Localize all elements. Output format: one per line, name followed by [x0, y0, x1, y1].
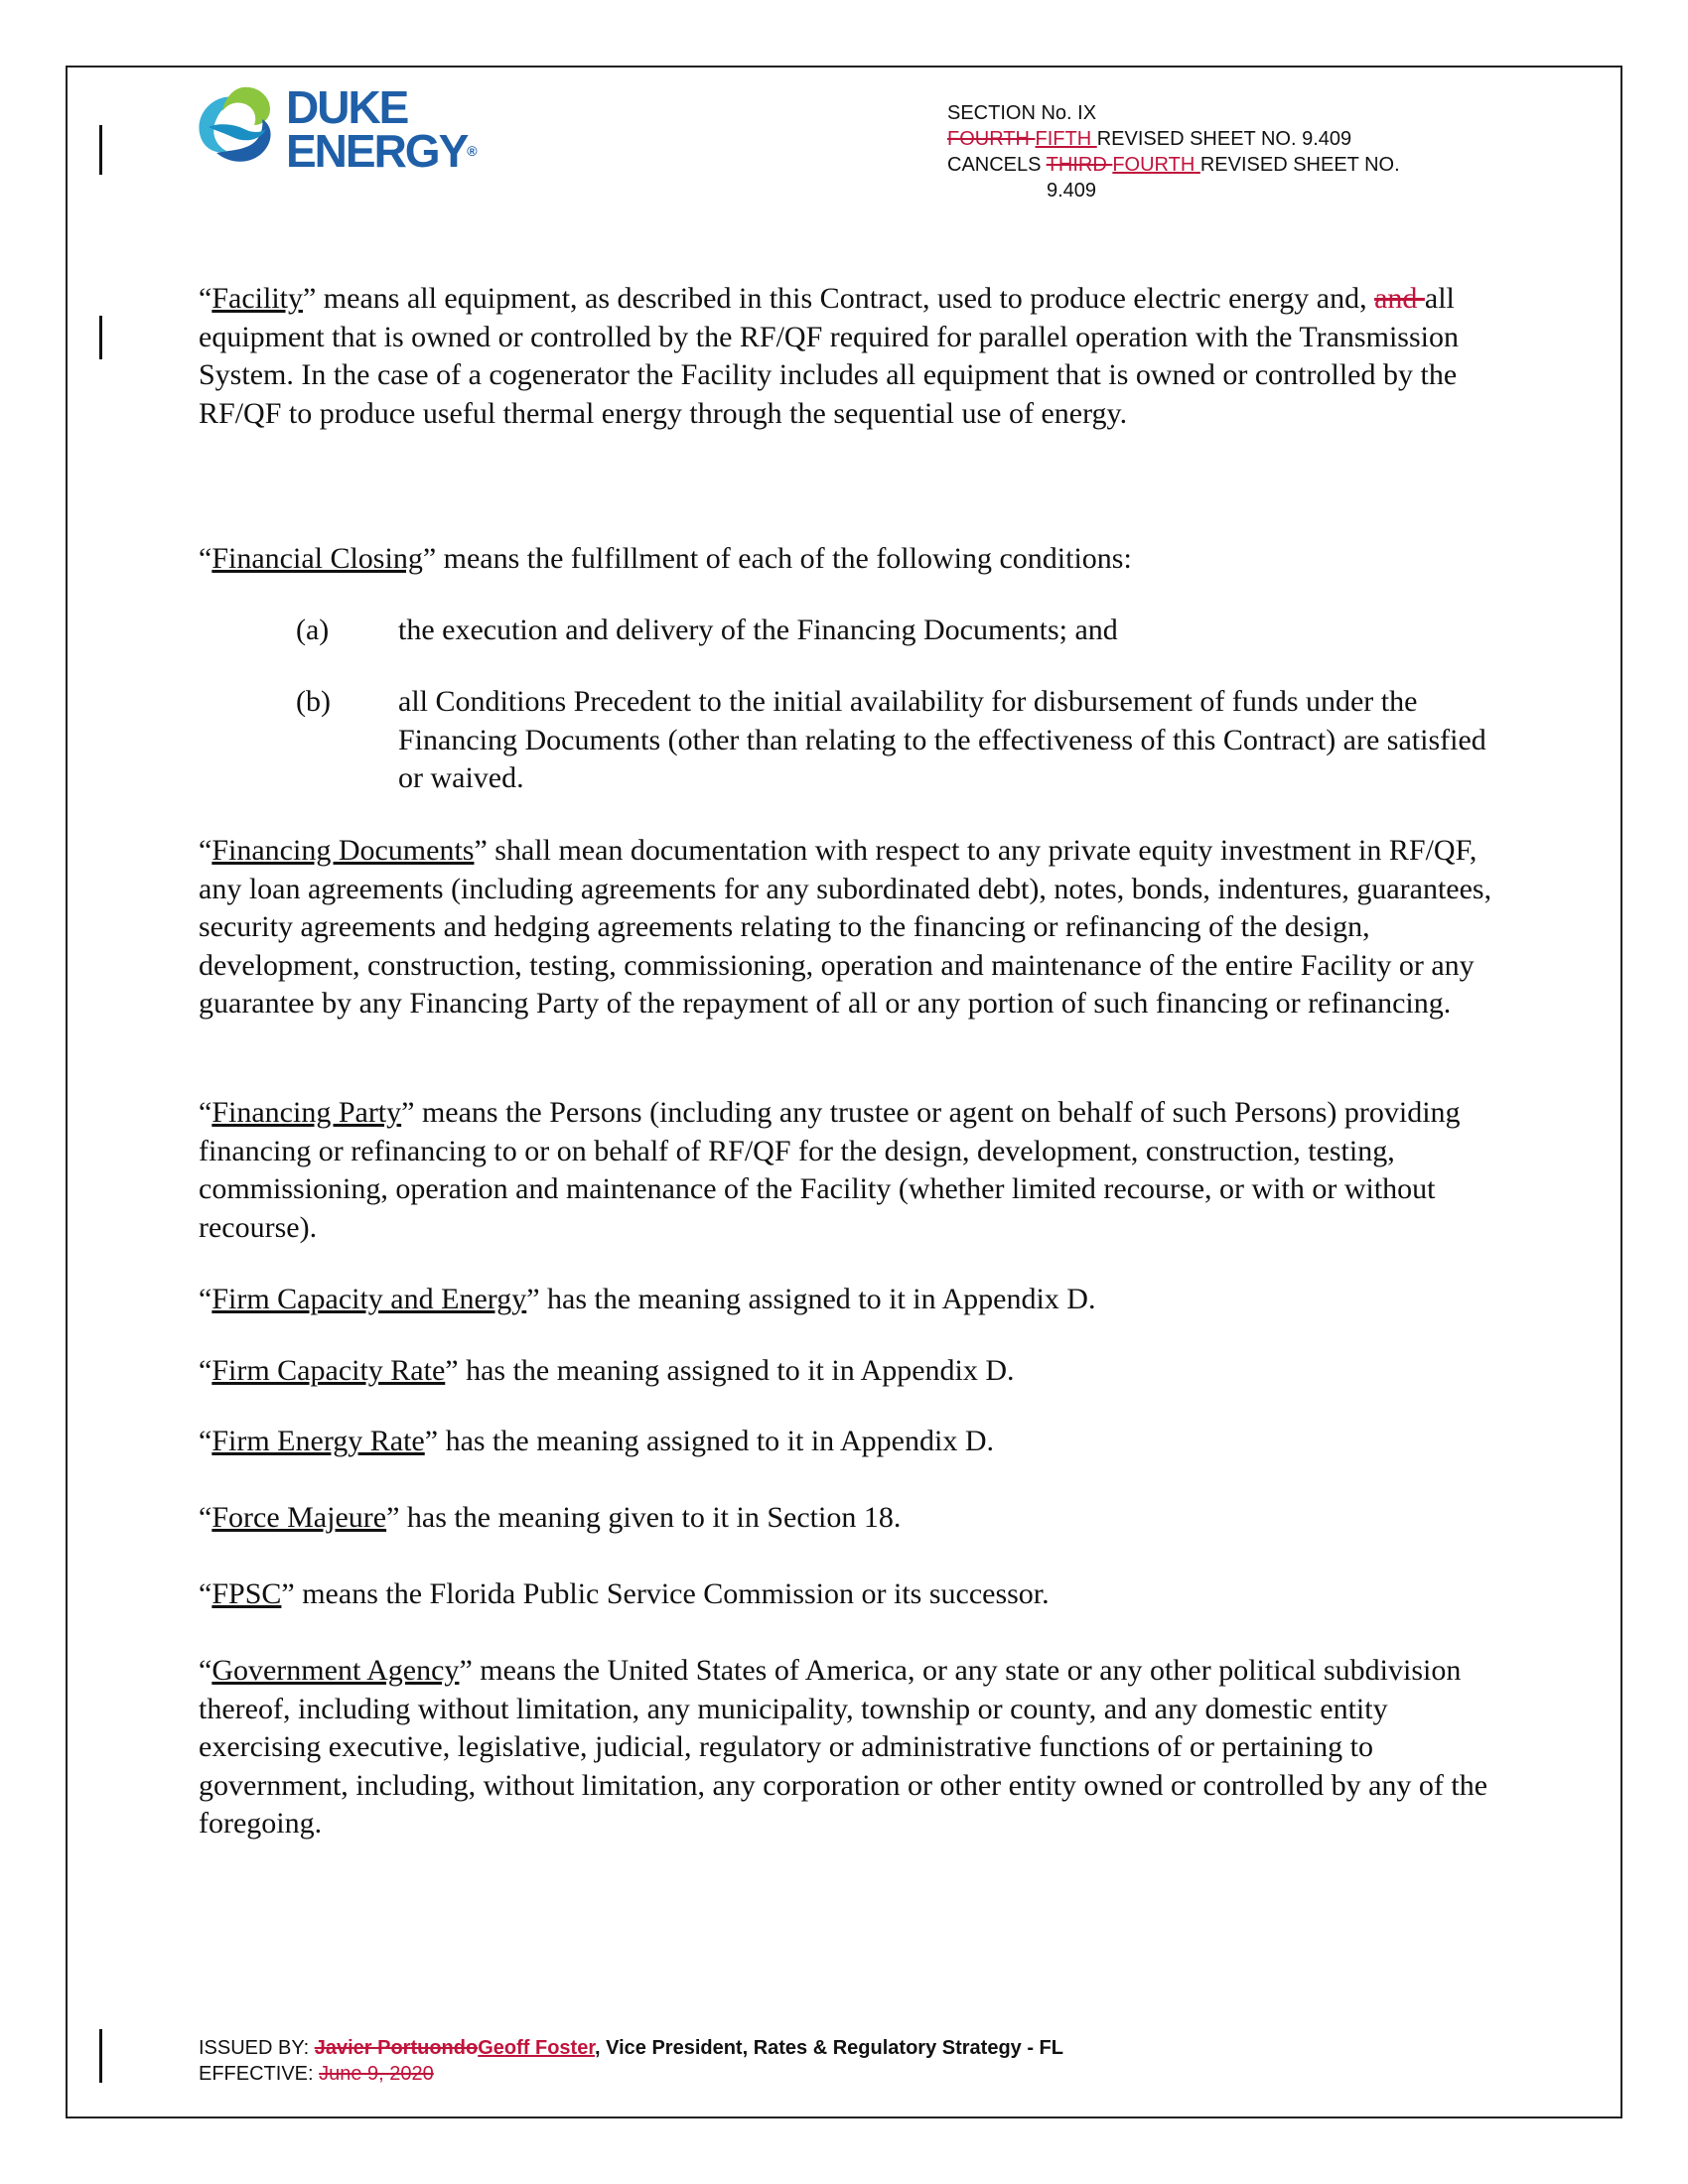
sheet-number-text: REVISED SHEET NO. 9.409 — [1096, 128, 1352, 150]
definition-text: ” means the Persons (including any trustee or agent on behalf of such Persons) providing financing or refinancing to or on behalf of RF/QF for the design, development, construction, testing, commissioning, operation and maintenance of the Facility (whether limited recourse, or with or without recourse). — [199, 1096, 1461, 1244]
definition-text: ” has the meaning assigned to it in Appendix D. — [445, 1354, 1015, 1387]
open-quote: “ — [199, 1577, 212, 1610]
cancels-label: CANCELS — [947, 154, 1047, 176]
defined-term: Facility — [211, 282, 303, 315]
change-bar — [99, 125, 102, 175]
definition-text: ” has the meaning given to it in Section 18. — [386, 1501, 902, 1534]
definition-financing-party — [199, 1094, 1499, 1247]
deleted-text: Javier Portuondo — [314, 2037, 479, 2059]
inserted-text: Geoff Foster — [478, 2037, 595, 2059]
definition-government-agency — [199, 1652, 1499, 1843]
defined-term: Force Majeure — [211, 1501, 387, 1534]
logo-line-1: DUKE — [286, 81, 408, 133]
open-quote: “ — [199, 282, 212, 315]
effective-label: EFFECTIVE: — [199, 2063, 320, 2085]
cancels-line — [947, 152, 1400, 178]
list-text: all Conditions Precedent to the initial availability for disbursement of funds under the Financing Documents (other than relating to the effectiveness of this Contract) are satisfied or waived. — [398, 685, 1486, 794]
definition-text: all equipment that is owned or controlled by the RF/QF required for parallel operation with the Transmission System. In the case of a cogenerator the Facility includes all equipment that is owned or controlled by the RF/QF to produce useful thermal energy through the sequential use of energy. — [199, 282, 1459, 430]
revised-sheet-line — [947, 126, 1400, 152]
defined-term: FPSC — [211, 1577, 282, 1610]
inserted-text: FOURTH — [1112, 154, 1200, 176]
definition-text: ” means all equipment, as described in this Contract, used to produce electric energy and, — [302, 282, 1375, 315]
registered-mark: ® — [467, 143, 478, 159]
definition-text: ” shall mean documentation with respect to any private equity investment in RF/QF, any loan agreements (including agreements for any subordinated debt), notes, bonds, indentures, guarantees, security agreements and hedging agreements relating to the financing or refinancing of the design, development, construction, testing, commissioning, operation and maintenance of the entire Facility or any guarantee by any Financing Party of the repayment of all or any portion of such financing or refinancing. — [199, 834, 1492, 1020]
sheet-header — [947, 100, 1400, 204]
definition-firm-energy-rate — [199, 1423, 1499, 1461]
deleted-text: and — [1374, 282, 1425, 315]
defined-term: Firm Energy Rate — [211, 1425, 425, 1457]
definition-financing-documents — [199, 832, 1499, 1024]
defined-term: Financing Party — [211, 1096, 402, 1129]
definition-fpsc — [199, 1575, 1499, 1614]
logo-wordmark — [286, 81, 478, 177]
definition-text: ” means the United States of America, or any state or any other political subdivision thereof, including without limitation, any municipality, township or county, and any domestic entity exercising executive, legislative, judicial, regulatory or administrative functions of or pertaining to government, including, without limitation, any corporation or other entity owned or controlled by any of the foregoing. — [199, 1654, 1488, 1840]
definition-force-majeure — [199, 1499, 1499, 1538]
cancels-sheet-text: REVISED SHEET NO. — [1199, 154, 1400, 176]
change-bar — [99, 316, 102, 359]
list-label: (b) — [296, 685, 331, 718]
definition-text: ” has the meaning assigned to it in Appendix D. — [526, 1283, 1096, 1315]
open-quote: “ — [199, 1096, 212, 1129]
issued-by-label: ISSUED BY: — [199, 2037, 315, 2059]
defined-term: Financing Documents — [211, 834, 475, 867]
defined-term: Firm Capacity Rate — [211, 1354, 446, 1387]
defined-term: Financial Closing — [211, 542, 423, 575]
list-text: the execution and delivery of the Financing Documents; and — [398, 614, 1118, 646]
open-quote: “ — [199, 1501, 212, 1534]
section-number: SECTION No. IX — [947, 102, 1097, 124]
open-quote: “ — [199, 1654, 212, 1687]
defined-term: Firm Capacity and Energy — [211, 1283, 527, 1315]
issuer-title: , Vice President, Rates & Regulatory Strategy - FL — [595, 2037, 1063, 2059]
logo-line-2-text: ENERGY — [286, 125, 468, 177]
open-quote: “ — [199, 834, 212, 867]
deleted-text: THIRD — [1046, 154, 1113, 176]
definition-firm-capacity-and-energy — [199, 1281, 1499, 1319]
page-footer — [199, 2035, 1063, 2087]
open-quote: “ — [199, 1425, 212, 1457]
deleted-text: June 9, 2020 — [319, 2063, 434, 2085]
deleted-text: FOURTH — [947, 128, 1036, 150]
change-bar — [99, 2029, 102, 2083]
open-quote: “ — [199, 1354, 212, 1387]
duke-energy-logo — [187, 79, 485, 179]
inserted-text: FIFTH — [1035, 128, 1097, 150]
open-quote: “ — [199, 542, 212, 575]
effective-line — [199, 2061, 1063, 2087]
open-quote: “ — [199, 1283, 212, 1315]
cancels-sheet-number: 9.409 — [1047, 180, 1097, 202]
definition-text: ” means the Florida Public Service Commission or its successor. — [281, 1577, 1050, 1610]
list-label: (a) — [296, 614, 330, 646]
logo-line-2 — [286, 125, 478, 177]
issued-by-line — [199, 2035, 1063, 2061]
duke-energy-logo-mark-icon — [187, 79, 286, 175]
definition-financial-closing — [199, 540, 1499, 579]
definition-firm-capacity-rate — [199, 1352, 1499, 1391]
defined-term: Government Agency — [211, 1654, 460, 1687]
definition-facility — [199, 280, 1499, 433]
definition-text: ” has the meaning assigned to it in Appendix D. — [424, 1425, 994, 1457]
definition-text: ” means the fulfillment of each of the following conditions: — [422, 542, 1132, 575]
